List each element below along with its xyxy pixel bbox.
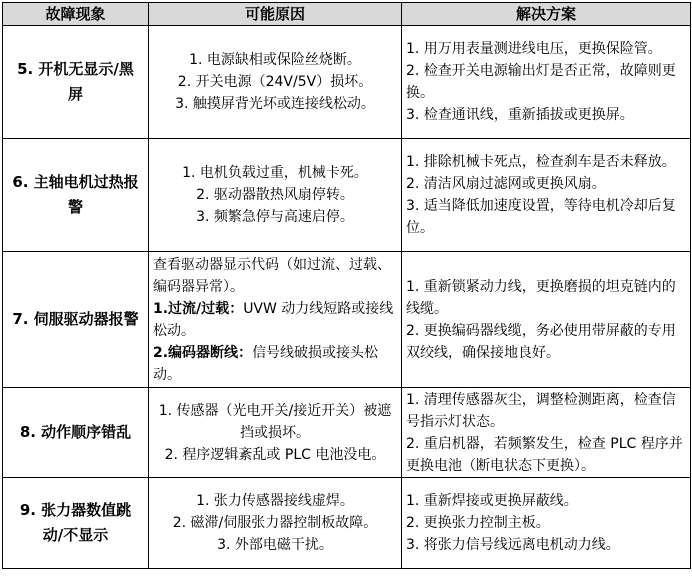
cause-item: 3. 触摸屏背光坏或连接线松动。 [175, 96, 375, 112]
solution-item: 1. 排除机械卡死点，检查刹车是否未释放。 [406, 154, 676, 170]
solution-item: 2. 清洁风扇过滤网或更换风扇。 [406, 176, 606, 192]
cause-item: 3. 外部电磁干扰。 [217, 537, 333, 553]
cause-item: 2. 开关电源（24V/5V）损坏。 [177, 74, 373, 90]
header-cause: 可能原因 [149, 3, 402, 26]
solution-cell [402, 478, 691, 569]
phenomenon-text: 7. 伺服驱动器报警 [12, 310, 139, 328]
cause-item-text: UVW 动力线短路或接线松动。 [153, 300, 394, 339]
phenomenon-cell [3, 388, 149, 478]
solution-cell [402, 252, 691, 388]
solution-cell [402, 388, 691, 478]
phenomenon-cell [3, 478, 149, 569]
solution-item: 1. 重新锁紧动力线，更换磨损的坦克链内的线缆。 [406, 278, 676, 317]
table-row [3, 26, 691, 139]
solution-item: 2. 检查开关电源输出灯是否正常，故障则更换。 [406, 63, 676, 101]
cause-item-sep: ： [238, 344, 253, 361]
cause-item: 1. 电机负载过重，机械卡死。 [182, 165, 368, 181]
phenomenon-cell [3, 139, 149, 252]
cause-cell [149, 478, 402, 569]
cause-item: 1. 张力传感器接线虚焊。 [196, 493, 354, 509]
cause-item: 2. 程序逻辑紊乱或 PLC 电池没电。 [164, 446, 386, 463]
solution-item: 1. 清理传感器灰尘，调整检测距离，检查信号指示灯状态。 [406, 391, 676, 430]
solution-item: 1. 重新焊接或更换屏蔽线。 [406, 493, 578, 509]
solution-item: 2. 重启机器，若频繁发生，检查 PLC 程序并更换电池（断电状态下更换）。 [406, 435, 683, 474]
cause-item [153, 298, 397, 342]
solution-item: 3. 适当降低加速度设置，等待电机冷却后复位。 [406, 198, 676, 236]
solution-item: 2. 更换编码器线缆，务必使用带屏蔽的专用双绞线，确保接地良好。 [406, 322, 676, 361]
solution-item: 3. 检查通讯线，重新插拔或更换屏。 [406, 107, 634, 123]
phenomenon-text: 9. 张力器数值跳动/不显示 [19, 501, 132, 544]
phenomenon-text: 6. 主轴电机过热报警 [12, 173, 139, 216]
phenomenon-text: 5. 开机无显示/黑屏 [17, 60, 134, 103]
solution-item: 2. 更换张力控制主板。 [406, 515, 550, 531]
cause-item: 2. 驱动器散热风扇停转。 [196, 187, 354, 203]
cause-item-label: 2.编码器断线 [153, 344, 239, 361]
solution-item: 1. 用万用表量测进线电压，更换保险管。 [406, 41, 662, 57]
solution-item: 3. 将张力信号线远离电机动力线。 [406, 537, 620, 553]
cause-item-label: 1.过流/过载 [153, 300, 230, 317]
table-row [3, 139, 691, 252]
table-row [3, 388, 691, 478]
phenomenon-cell [3, 26, 149, 139]
header-solution: 解决方案 [402, 3, 691, 26]
cause-cell [149, 252, 402, 388]
troubleshooting-table [2, 2, 691, 569]
solution-cell [402, 26, 691, 139]
cause-cell [149, 139, 402, 252]
cause-cell [149, 388, 402, 478]
phenomenon-cell [3, 252, 149, 388]
cause-item-text: 信号线破损或接头松动。 [153, 344, 379, 383]
cause-item-sep: ： [229, 300, 244, 317]
phenomenon-text: 8. 动作顺序错乱 [19, 423, 132, 441]
cause-intro: 查看驱动器显示代码（如过流、过载、编码器异常）。 [153, 256, 391, 295]
solution-cell [402, 139, 691, 252]
cause-item: 2. 磁滞/伺服张力器控制板故障。 [172, 515, 378, 531]
cause-item [153, 342, 397, 386]
table-row [3, 478, 691, 569]
cause-item: 3. 频繁急停与高速启停。 [196, 209, 354, 225]
header-phenomenon: 故障现象 [3, 3, 149, 26]
table-row [3, 252, 691, 388]
header-row [3, 3, 691, 26]
cause-item: 1. 传感器（光电开关/接近开关）被遮挡或损坏。 [158, 402, 392, 441]
cause-cell [149, 26, 402, 139]
cause-item: 1. 电源缺相或保险丝烧断。 [189, 52, 361, 68]
